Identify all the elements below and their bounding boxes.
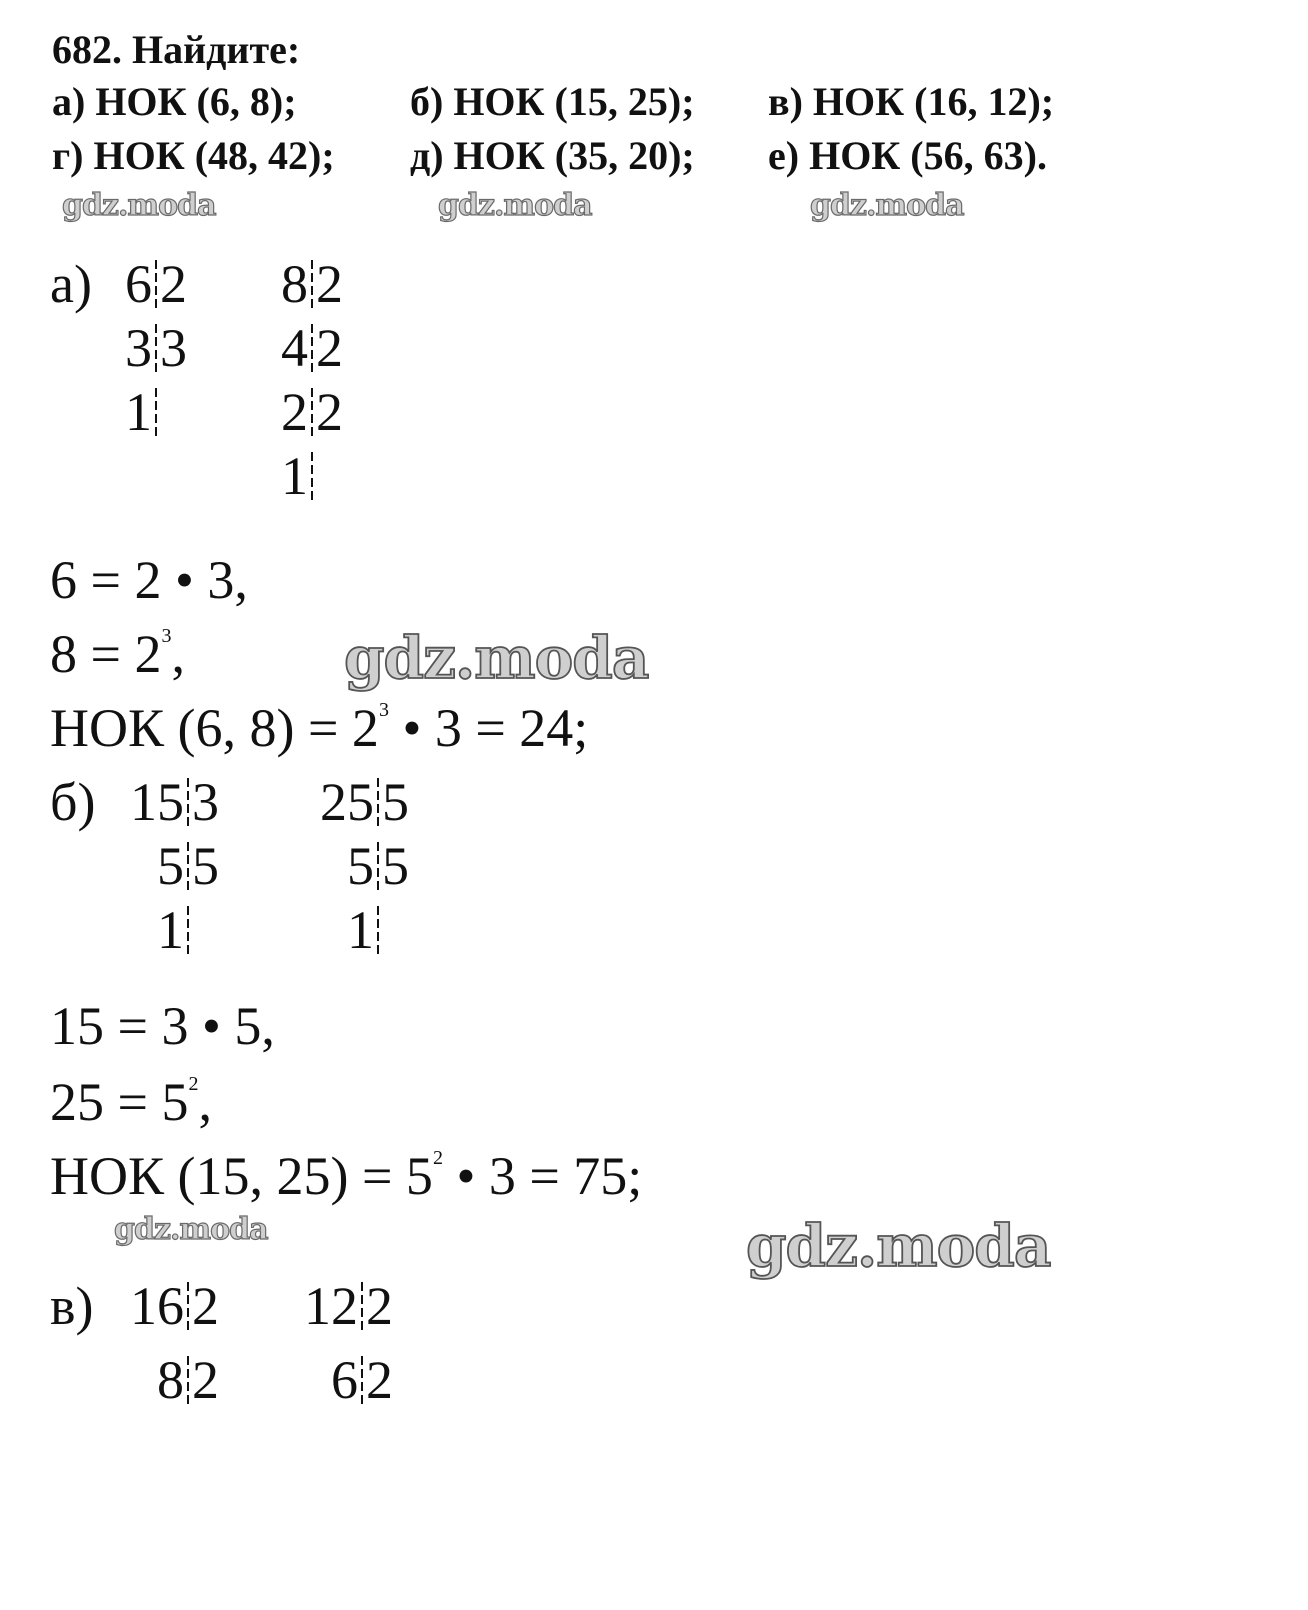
part-b-label: б)	[50, 772, 96, 832]
division-row: 1	[62, 380, 210, 444]
watermark: gdz.moda	[344, 624, 649, 692]
division-row: 8 2	[281, 254, 343, 314]
division-row: 1	[218, 444, 366, 508]
task-item-c: в) НОК (16, 12);	[768, 79, 1055, 124]
part-a-factor-6: 6 = 2 • 3,	[50, 550, 248, 610]
task-item-e: д) НОК (35, 20);	[410, 133, 695, 178]
watermark: gdz.moda	[62, 188, 216, 223]
part-a-lcm-result: НОК (6, $8) = 2^3$ • 3 = 24;	[50, 698, 589, 758]
division-row: 6 2	[125, 254, 187, 314]
task-item-d: г) НОК (48, 42);	[52, 133, 335, 178]
part-b-division-right	[284, 770, 432, 962]
part-b-lcm-result: НОК (15, $25) = 5^2$ • 3 = 75;	[50, 1146, 643, 1206]
division-row: 15 3	[130, 772, 219, 832]
part-c-label: в)	[50, 1276, 94, 1336]
task-row-2	[52, 130, 1047, 182]
watermark: gdz.moda	[114, 1212, 268, 1247]
task-item-f: е) НОК (56, 63).	[768, 133, 1047, 178]
task-heading: 682. Найдите:	[52, 27, 301, 72]
task-item-b: б) НОК (15, 25);	[410, 79, 695, 124]
watermark: gdz.moda	[810, 188, 964, 223]
watermark: gdz.moda	[438, 188, 592, 223]
part-c-division-right	[268, 1274, 416, 1412]
division-row: 5 5	[157, 836, 219, 896]
part-a-division-left	[62, 252, 210, 444]
division-row: 4 2	[281, 318, 343, 378]
division-row: 1	[94, 898, 242, 962]
watermark: gdz.moda	[746, 1212, 1051, 1280]
part-b-division-left	[94, 770, 242, 962]
division-row: 16 2	[130, 1276, 219, 1336]
task-item-a: а) НОК (6, 8);	[52, 79, 297, 124]
part-a-label: а)	[50, 254, 92, 314]
task-row-1	[52, 76, 1054, 128]
division-row: 3 3	[125, 318, 187, 378]
division-row: 6 2	[331, 1350, 393, 1410]
division-row: 12 2	[304, 1276, 393, 1336]
part-b-factor-25: $25 = 5^2$,	[50, 1072, 212, 1132]
part-b-factor-15: 15 = 3 • 5,	[50, 996, 275, 1056]
division-row: 8 2	[157, 1350, 219, 1410]
division-row: 25 5	[320, 772, 409, 832]
part-c-division-left	[94, 1274, 242, 1412]
division-row: 2 2	[281, 382, 343, 442]
part-a-division-right	[218, 252, 366, 508]
part-a-factor-8: $8 = 2^3$,	[50, 624, 185, 684]
division-row: 1	[284, 898, 432, 962]
division-row: 5 5	[347, 836, 409, 896]
